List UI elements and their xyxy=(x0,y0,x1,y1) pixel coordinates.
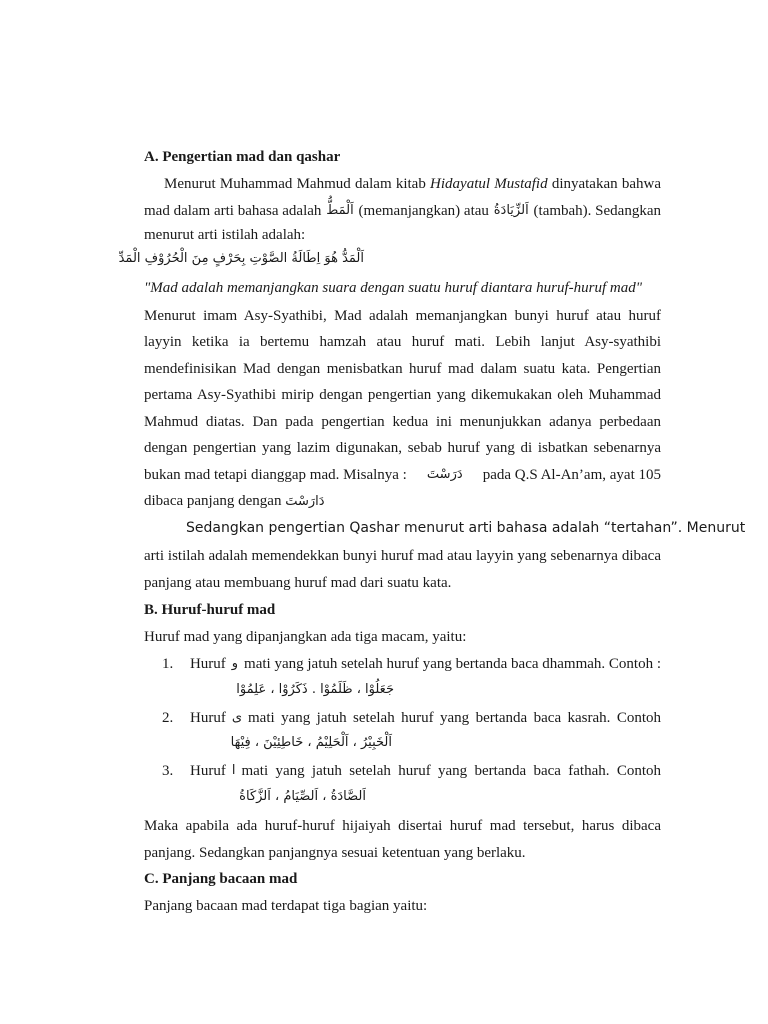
paragraph-line: mad dalam arti bahasa adalah اَلْمَطُّ (memanjangkan) atau اَلزِّيَادَةُ (tambah). Sedangkan xyxy=(144,203,661,219)
list-item: 3. Huruf ا mati yang jatuh setelah huruf yang bertanda baca fathah. Contoh xyxy=(162,763,661,779)
paragraph-line: Mahmud diatas. Dan pada pengertian kedua ini menunjukkan adanya perbedaan xyxy=(144,414,661,430)
list-item: 2. Huruf ى mati yang jatuh setelah huruf yang bertanda baca kasrah. Contoh xyxy=(162,710,661,726)
heading-b: B. Huruf-huruf mad xyxy=(144,602,276,618)
paragraph-line: pertama Asy-Syathibi mirip dengan pengertian yang dikemukakan oleh Muhammad xyxy=(144,387,661,403)
paragraph-line: panjang. Sedangkan panjangnya sesuai ketentuan yang berlaku. xyxy=(144,845,526,861)
paragraph-line: Panjang bacaan mad terdapat tiga bagian yaitu: xyxy=(144,898,428,914)
arabic-examples: اَلصَّادَةُ ، اَلصِّيَامُ ، اَلزَّكَاةُ xyxy=(239,789,366,804)
heading-a: A. Pengertian mad dan qashar xyxy=(144,149,341,165)
definition-quote: "Mad adalah memanjangkan suara dengan suatu huruf diantara huruf-huruf mad" xyxy=(144,280,643,296)
paragraph-line: bukan mad tetapi dianggap mad. Misalnya : دَرَسْتَ pada Q.S Al-An’am, ayat 105 xyxy=(144,467,661,483)
list-item: 1. Huruf و mati yang jatuh setelah huruf yang bertanda baca dhammah. Contoh : xyxy=(162,656,661,672)
paragraph-line: panjang atau membuang huruf mad dari suatu kata. xyxy=(144,575,452,591)
paragraph-line: mendefinisikan Mad dengan menisbatkan huruf mad dalam suatu kata. Pengertian xyxy=(144,361,661,377)
arabic-word: اَلْمَطُّ xyxy=(326,203,354,218)
paragraph-line: Menurut imam Asy-Syathibi, Mad adalah memanjangkan bunyi huruf atau huruf xyxy=(144,308,661,324)
paragraph-line: Maka apabila ada huruf-huruf hijaiyah disertai huruf mad tersebut, harus dibaca xyxy=(144,818,661,834)
paragraph-line: Sedangkan pengertian Qashar menurut arti bahasa adalah “tertahan”. Menurut xyxy=(186,520,746,536)
paragraph-line: dibaca panjang dengan دَارَسْتَ xyxy=(144,493,325,509)
paragraph-line: Huruf mad yang dipanjangkan ada tiga macam, yaitu: xyxy=(144,629,467,645)
heading-c: C. Panjang bacaan mad xyxy=(144,871,298,887)
arabic-examples: اَلْخَبِيْرُ ، اَلْحَلِيْمُ ، خَاطِئِيْنَ ، فِيْهَا xyxy=(230,735,392,750)
paragraph-line: dengan pengertian yang lazim digunakan, sebab huruf yang di isbatkan sebenarnya xyxy=(144,440,661,456)
paragraph-line: arti istilah adalah memendekkan bunyi huruf mad atau layyin yang sebenarnya dibaca xyxy=(144,548,661,564)
paragraph-line: menurut arti istilah adalah: xyxy=(144,227,306,243)
arabic-word: دَرَسْتَ xyxy=(426,467,463,482)
paragraph-line: Menurut Muhammad Mahmud dalam kitab Hidayatul Mustafid dinyatakan bahwa xyxy=(164,176,661,192)
arabic-word: دَارَسْتَ xyxy=(285,494,325,509)
arabic-examples: جَعَلُوْا ، ظَلَمُوْا . ذَكَرُوْا ، عَلِمُوْا xyxy=(236,682,394,697)
arabic-definition: اَلْمَدُّ هُوَ اِطَالَةُ الصَّوْتِ بِحَرْفٍ مِنَ الْحُرُوْفِ الْمَدِّ xyxy=(118,251,364,266)
arabic-word: اَلزِّيَادَةُ xyxy=(493,203,529,218)
paragraph-line: layyin ketika ia bertemu hamzah atau huruf mati. Lebih lanjut Asy-syathibi xyxy=(144,334,661,350)
